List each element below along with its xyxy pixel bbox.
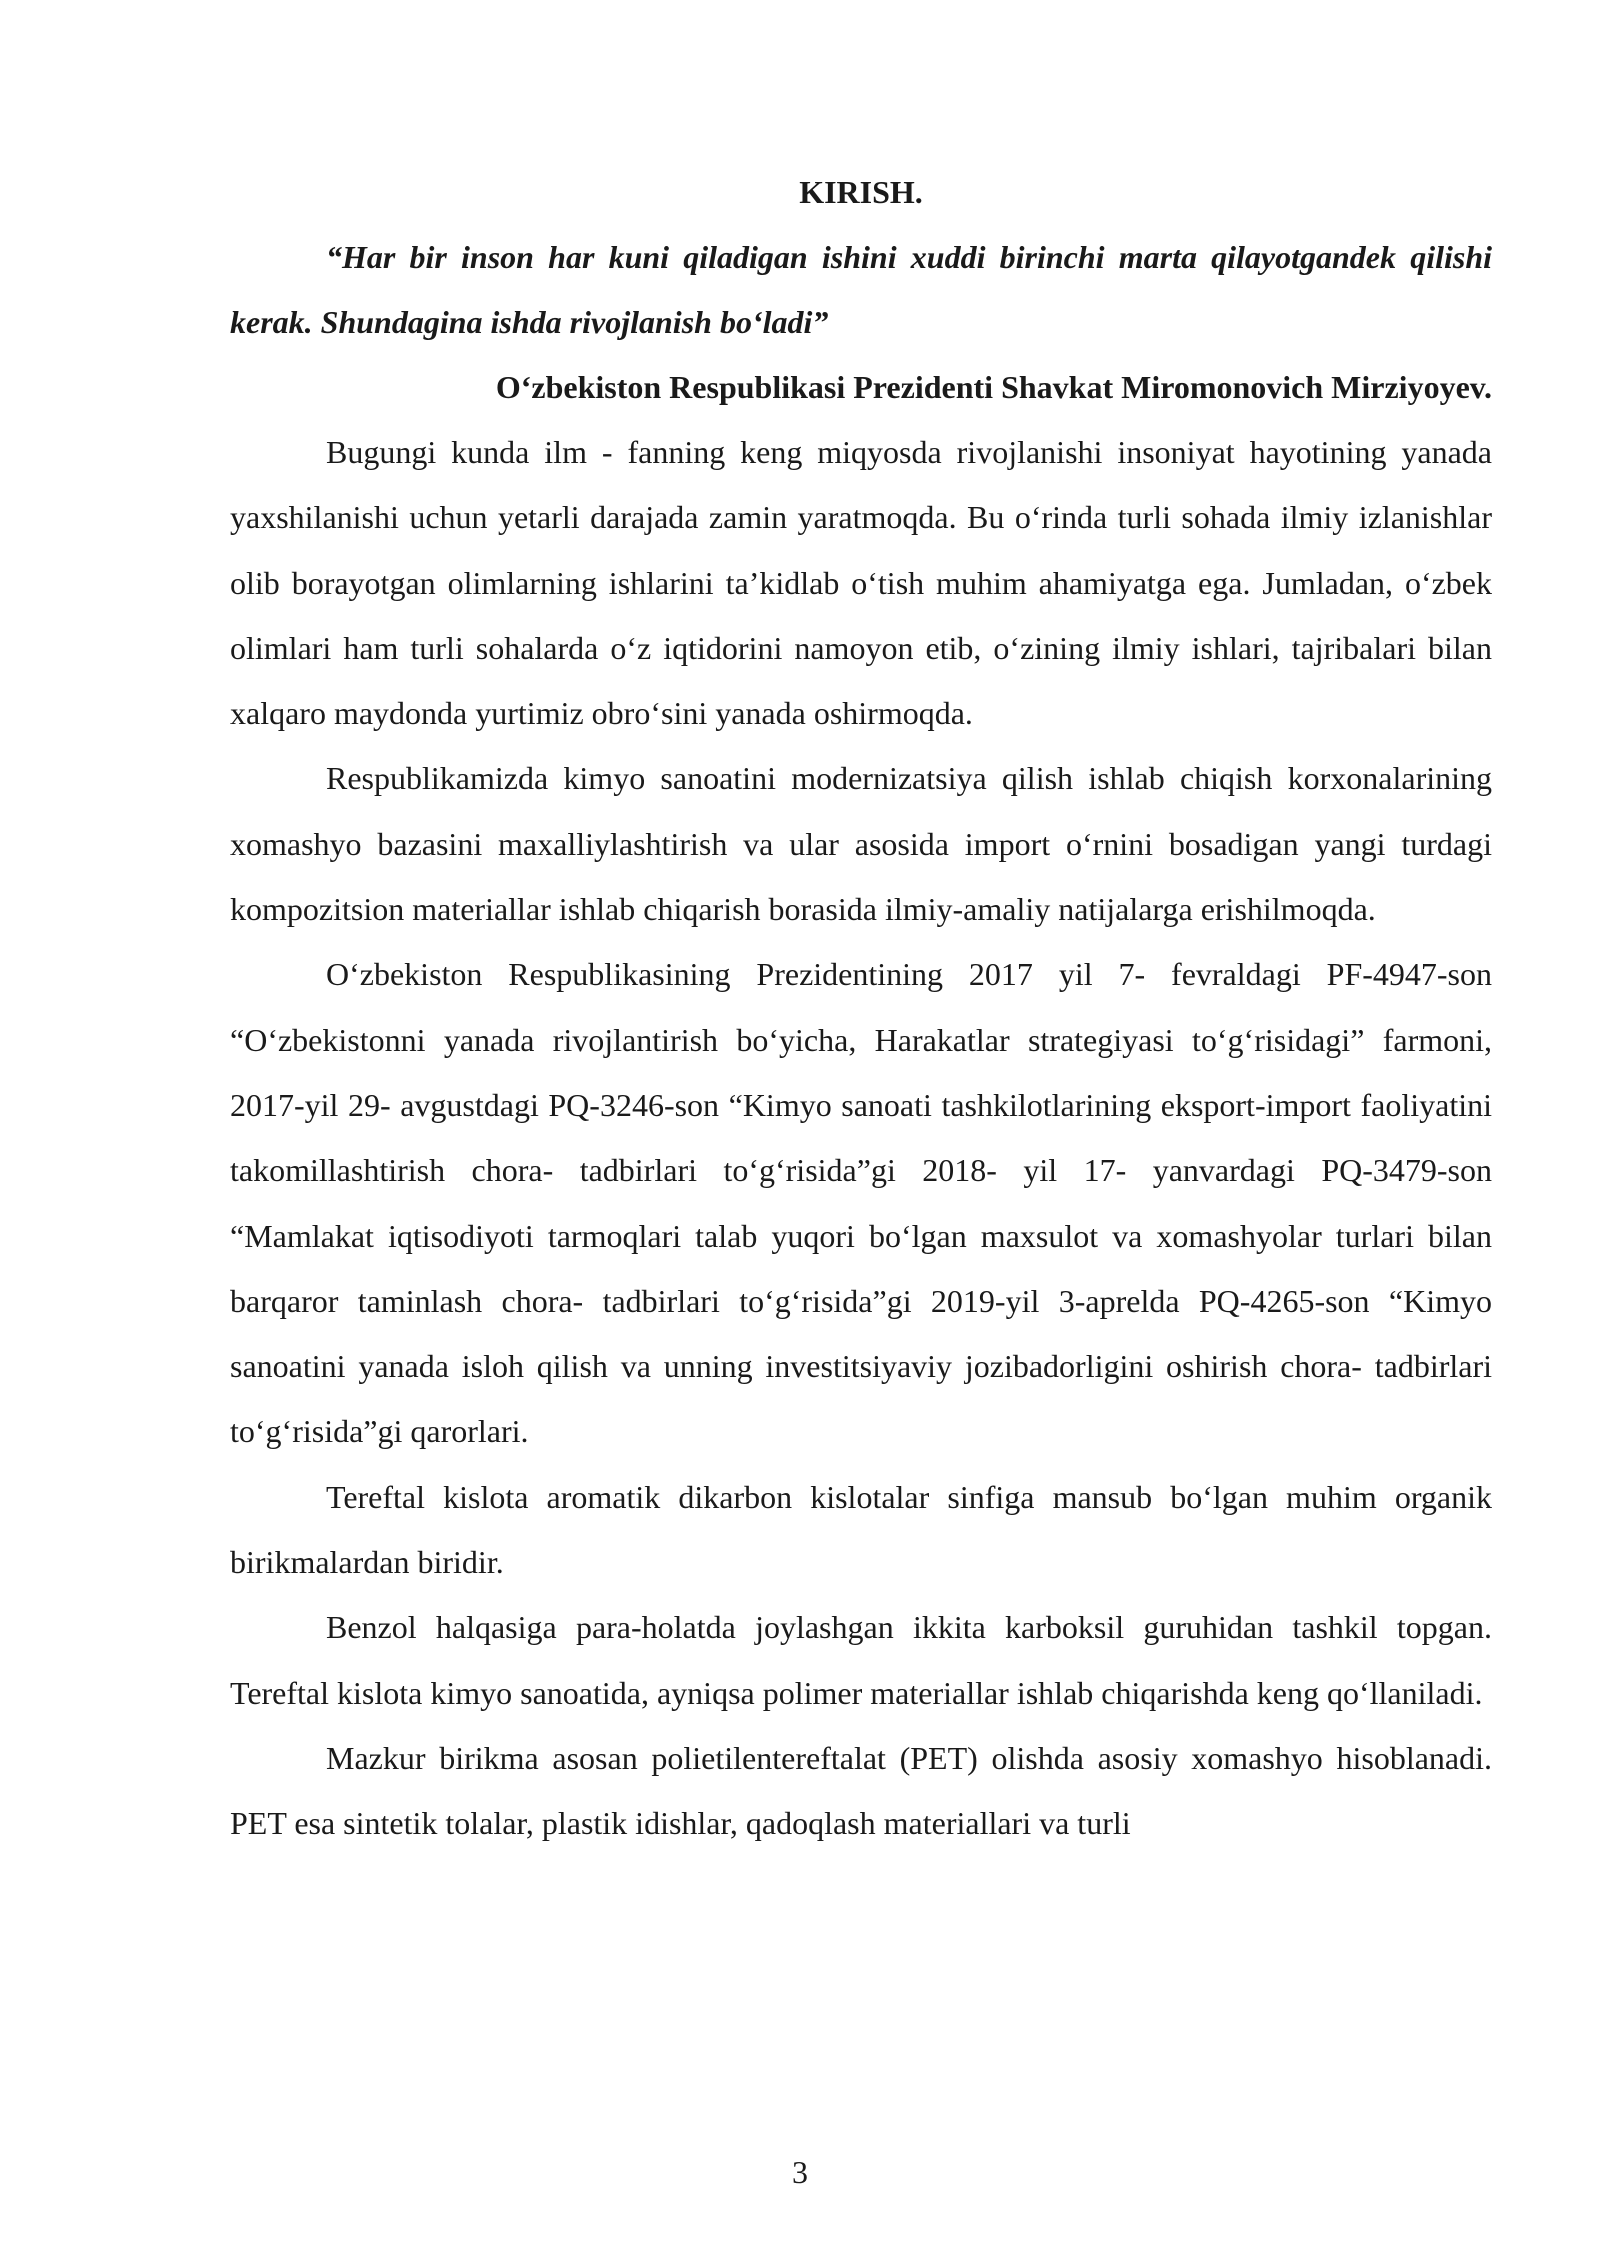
section-title: KIRISH.	[799, 174, 923, 210]
paragraph: Respublikamizda kimyo sanoatini modernizatsiya qilish ishlab chiqish korxonalarining xomashyo bazasini maxalliylashtirish va ular asosida import o‘rnini bosadigan yangi turdagi kompozitsion materiallar ishlab chiqarish borasida ilmiy-amaliy natijalarga erishilmoqda.	[230, 760, 1492, 928]
epigraph-author: O‘zbekiston Respublikasi Prezidenti Shavkat Miromonovich Mirziyoyev.	[495, 369, 1492, 405]
paragraph: O‘zbekiston Respublikasining Prezidentining 2017 yil 7- fevraldagi PF-4947-son “O‘zbekistonni yanada rivojlantirish bo‘yicha, Harakatlar strategiyasi to‘g‘risidagi” farmoni, 2017-yil 29- avgustdagi PQ-3246-son “Kimyo sanoati tashkilotlarining eksport-import faoliyatini takomillashtirish chora- tadbirlari to‘g‘risida”gi 2018- yil 17- yanvardagi PQ-3479-son “Mamlakat iqtisodiyoti tarmoqlari talab yuqori bo‘lgan maxsulot va xomashyolar turlari bilan barqaror taminlash chora- tadbirlari to‘g‘risida”gi 2019-yil 3-aprelda PQ-4265-son “Kimyo sanoatini yanada isloh qilish va unning investitsiyaviy jozibadorligini oshirish chora- tadbirlari to‘g‘risida”gi qarorlari.	[230, 956, 1492, 1450]
document-page	[230, 160, 1492, 1857]
paragraph: Tereftal kislota aromatik dikarbon kislotalar sinfiga mansub bo‘lgan muhim organik birikmalardan biridir.	[230, 1478, 1492, 1581]
page-number: 3	[792, 2154, 808, 2190]
paragraph: Mazkur birikma asosan polietilentereftalat (PET) olishda asosiy xomashyo hisoblanadi. PET esa sintetik tolalar, plastik idishlar, qadoqlash materiallari va turli	[230, 1739, 1492, 1842]
paragraph: Benzol halqasiga para-holatda joylashgan ikkita karboksil guruhidan tashkil topgan. Tereftal kislota kimyo sanoatida, ayniqsa polimer materiallar ishlab chiqarishda keng qo‘llaniladi.	[230, 1609, 1492, 1711]
epigraph-quote: “Har bir inson har kuni qiladigan ishini xuddi birinchi marta qilayotgandek qilishi kerak. Shundagina ishda rivojlanish bo‘ladi”	[230, 239, 1492, 340]
paragraph: Bugungi kunda ilm - fanning keng miqyosda rivojlanishi insoniyat hayotining yanada yaxshilanishi uchun yetarli darajada zamin yaratmoqda. Bu o‘rinda turli sohada ilmiy izlanishlar olib borayotgan olimlarning ishlarini ta’kidlab o‘tish muhim ahamiyatga ega. Jumladan, o‘zbek olimlari ham turli sohalarda o‘z iqtidorini namoyon etib, o‘zining ilmiy ishlari, tajribalari bilan xalqaro maydonda yurtimiz obro‘sini yanada oshirmoqda.	[230, 434, 1492, 732]
